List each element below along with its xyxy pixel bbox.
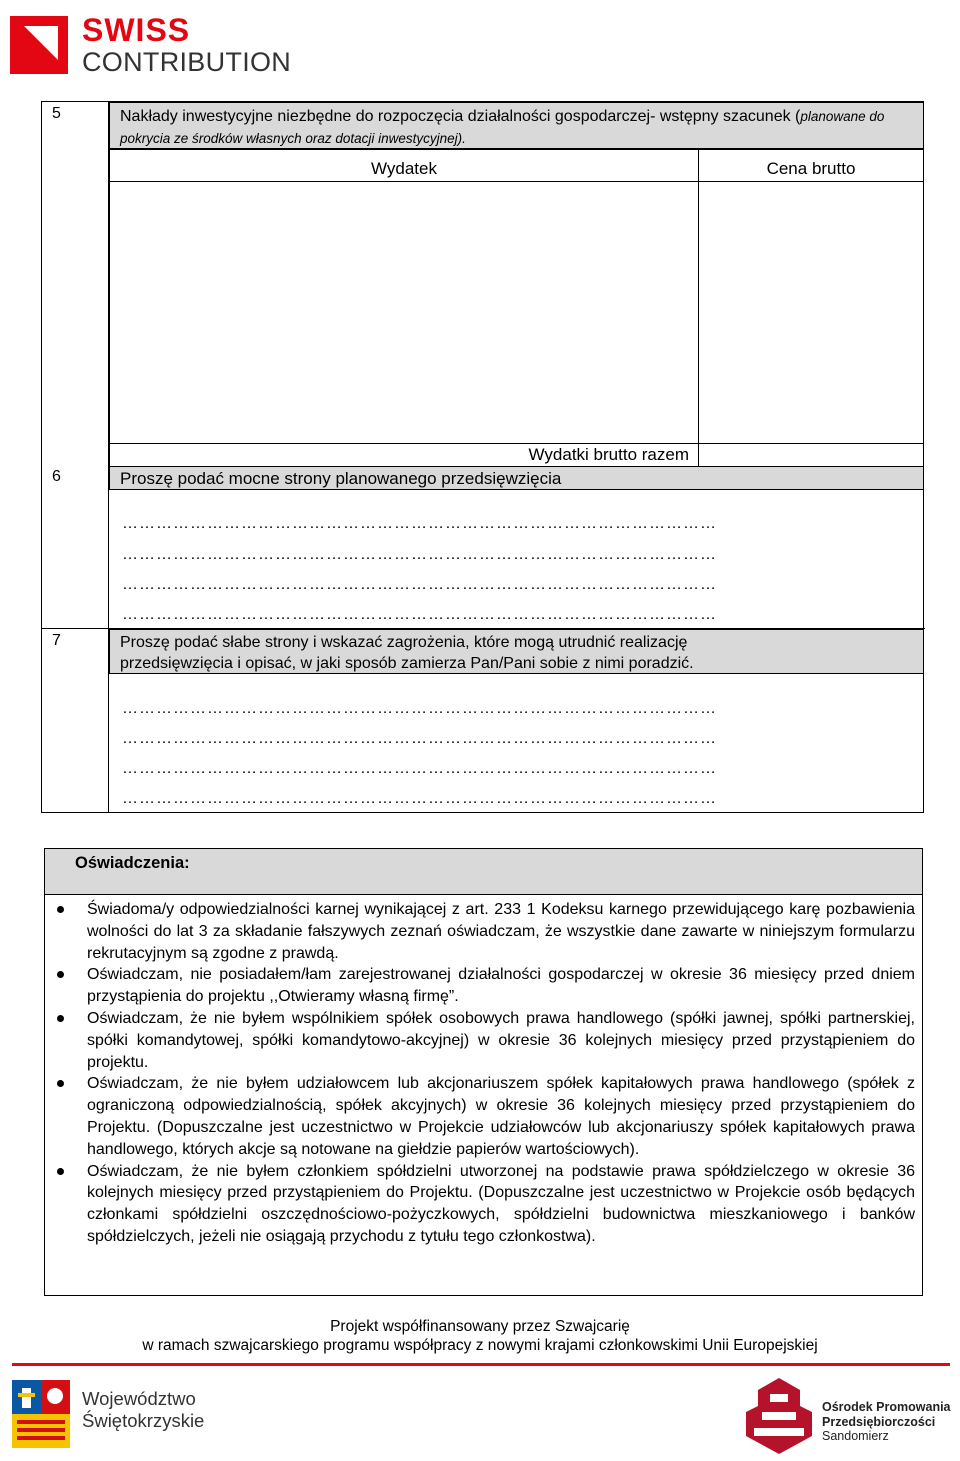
row-7-dot-line[interactable]: …………………………………………………………………………………………… [122, 790, 717, 807]
row-6-dot-line[interactable]: …………………………………………………………………………………………… [122, 576, 717, 593]
swietokrzyskie-line2: Świętokrzyskie [82, 1410, 205, 1431]
declarations-list [57, 899, 915, 1248]
price-input-area[interactable] [698, 181, 924, 444]
row-6-dot-line[interactable]: …………………………………………………………………………………………… [122, 546, 717, 563]
declarations-header [45, 849, 922, 895]
row-7-dot-line[interactable]: …………………………………………………………………………………………… [122, 730, 717, 747]
row-6-title: Proszę podać mocne strony planowanego przedsięwzięcia [120, 469, 562, 488]
price-column-header: Cena brutto [766, 159, 856, 178]
row-6-dot-line[interactable]: …………………………………………………………………………………………… [122, 606, 717, 623]
declaration-item: Świadoma/y odpowiedzialności karnej wynikającej z art. 233 1 Kodeksu karnego przewidującego karę pozbawienia wolności do lat 3 za składanie fałszywych zeznań oświadczam, że wszystkie dane zawarte w niniejszym formularzu rekrutacyjnym są zgodne z prawdą. [57, 899, 915, 964]
logo-swiss-text: SWISS [82, 12, 191, 48]
opp-line2: Przedsiębiorczości [822, 1414, 936, 1429]
declaration-item: Oświadczam, że nie byłem członkiem spółdzielni utworzonej na podstawie prawa spółdzielczego w okresie 36 kolejnych miesięcy przed przystąpieniem do Projektu. (Dopuszczalne jest uczestnictwo w Projekcie osób będących członkami spółdzielni oszczędnościowo-pożyczkowych, spółdzielni budownictwa mieszkaniowego i banków spółdzielczych, jeżeli nie osiągają przychodu z tytułu tego członkostwa). [57, 1161, 915, 1248]
swiss-contribution-logo [10, 12, 310, 78]
row-6-dot-line[interactable]: …………………………………………………………………………………………… [122, 515, 717, 532]
total-label: Wydatki brutto razem [528, 445, 689, 464]
declaration-item: Oświadczam, że nie byłem wspólnikiem spółek osobowych prawa handlowego (spółki jawnej, spółki partnerskiej, spółki komandytowej, spółki komandytowo-akcyjnej) w okresie 36 kolejnych miesięcy przed przystąpieniem do projektu. [57, 1008, 915, 1073]
row-5-heading [109, 102, 924, 149]
row-6-heading [109, 466, 924, 490]
footer-divider [12, 1363, 950, 1366]
expense-input-area[interactable] [109, 181, 699, 444]
opp-emblem-icon [740, 1376, 818, 1456]
opp-line1: Ośrodek Promowania [822, 1400, 951, 1414]
opp-line3: Sandomierz [822, 1429, 889, 1443]
row-7-dot-line[interactable]: …………………………………………………………………………………………… [122, 700, 717, 717]
swietokrzyskie-line1: Województwo [82, 1388, 196, 1409]
row-5-subtitle: planowane do pokrycia ze środków własnych oraz dotacji inwestycyjnej). [120, 109, 885, 146]
row-7-number: 7 [52, 632, 61, 649]
opp-sandomierz-logo [740, 1376, 955, 1456]
row-6-number: 6 [52, 468, 61, 485]
declarations-box [44, 848, 923, 1296]
footer-line-2: w ramach szwajcarskiego programu współpracy z nowymi krajami członkowskimi Unii Europejskiej [142, 1337, 818, 1354]
swietokrzyskie-logo [12, 1380, 212, 1450]
logo-contribution-text: CONTRIBUTION [82, 47, 292, 77]
declarations-heading: Oświadczenia: [75, 854, 190, 872]
opp-text [822, 1400, 951, 1444]
swiss-flag-icon [10, 16, 68, 74]
row-7-dot-line[interactable]: …………………………………………………………………………………………… [122, 760, 717, 777]
declaration-item: Oświadczam, że nie byłem udziałowcem lub akcjonariuszem spółek kapitałowych prawa handlowego (spółek z ograniczoną odpowiedzialnością, spółek akcyjnych) w okresie 36 kolejnych miesięcy przed przystąpieniem do Projektu. (Dopuszczalne jest uczestnictwo w Projekcie udziałowców lub akcjonariuszy spółek kapitałowych prawa handlowego, których akcje są notowane na giełdzie papierów wartościowych). [57, 1073, 915, 1160]
declaration-item: Oświadczam, nie posiadałem/łam zarejestrowanej działalności gospodarczej w okresie 36 miesięcy przed dniem przystąpienia do projektu ,,Otwieramy własną firmę”. [57, 964, 915, 1008]
swietokrzyskie-coat-of-arms-icon [12, 1380, 70, 1448]
row-7-heading [109, 629, 924, 674]
swietokrzyskie-text [82, 1388, 204, 1432]
number-column [42, 102, 109, 812]
form-table [41, 101, 924, 813]
row-5-number: 5 [52, 105, 61, 122]
row-5-title: Nakłady inwestycyjne niezbędne do rozpoczęcia działalności gospodarczej- wstępny szacunek ( [120, 108, 801, 125]
expense-column-header: Wydatek [371, 159, 437, 178]
row-7-title-line1: Proszę podać słabe strony i wskazać zagrożenia, które mogą utrudnić realizację [120, 634, 688, 651]
footer-line-1: Projekt współfinansowany przez Szwajcarię [330, 1318, 630, 1335]
row-7-title-line2: przedsięwzięcia i opisać, w jaki sposób zamierza Pan/Pani sobie z nimi poradzić. [120, 655, 694, 672]
